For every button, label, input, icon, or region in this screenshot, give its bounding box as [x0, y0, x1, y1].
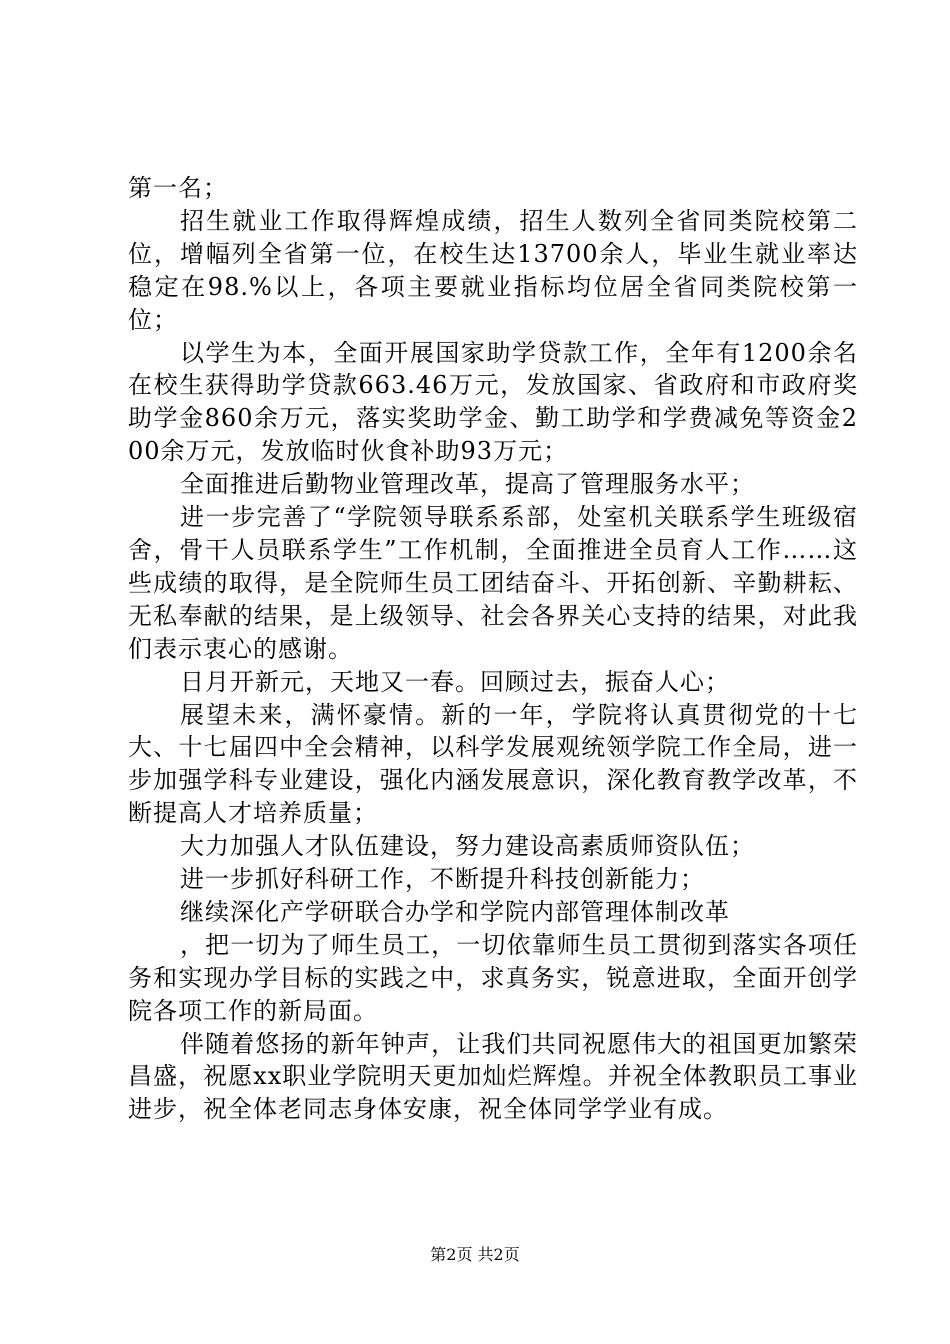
paragraph: 招生就业工作取得辉煌成绩，招生人数列全省同类院校第二位，增幅列全省第一位，在校生达13700余人，毕业生就业率达稳定在98.%以上，各项主要就业指标均位居全省同类院校第一位； [128, 206, 858, 334]
paragraph: 日月开新元，天地又一春。回顾过去，振奋人心； [180, 667, 730, 696]
paragraph: 继续深化产学研联合办学和学院内部管理体制改革 [180, 897, 730, 926]
page-footer [0, 1245, 950, 1265]
paragraph: 进一步完善了“学院领导联系系部，处室机关联系学生班级宿舍，骨干人员联系学生”工作机制，全面推进全员育人工作……这些成绩的取得，是全院师生员工团结奋斗、开拓创新、辛勤耕耘、无私奉献的结果，是上级领导、社会各界关心支持的结果，对此我们表示衷心的感谢。 [128, 503, 858, 663]
paragraph: 展望未来，满怀豪情。新的一年，学院将认真贯彻党的十七大、十七届四中全会精神，以科学发展观统领学院工作全局，进一步加强学科专业建设，强化内涵发展意识，深化教育教学改革，不断提高人才培养质量； [128, 700, 858, 828]
paragraph: 全面推进后勤物业管理改革，提高了管理服务水平； [180, 470, 755, 499]
page-number-label: 第2页 共2页 [430, 1245, 520, 1264]
paragraph: 第一名； [128, 174, 228, 202]
paragraph: 以学生为本，全面开展国家助学贷款工作，全年有1200余名在校生获得助学贷款663.46万元，发放国家、省政府和市政府奖助学金860余万元，落实奖助学金、勤工助学和学费减免等资金200余万元，发放临时伙食补助93万元； [128, 338, 858, 466]
paragraph: 大力加强人才队伍建设，努力建设高素质师资队伍； [180, 832, 755, 861]
paragraph: 进一步抓好科研工作，不断提升科技创新能力； [180, 865, 705, 894]
paragraph: ，把一切为了师生员工，一切依靠师生员工贯彻到落实各项任务和实现办学目标的实践之中，求真务实，锐意进取，全面开创学院各项工作的新局面。 [128, 930, 858, 1025]
document-body [128, 172, 858, 1126]
paragraph: 伴随着悠扬的新年钟声，让我们共同祝愿伟大的祖国更加繁荣昌盛，祝愿xx职业学院明天更加灿烂辉煌。并祝全体教职员工事业进步，祝全体老同志身体安康，祝全体同学学业有成。 [128, 1029, 858, 1124]
